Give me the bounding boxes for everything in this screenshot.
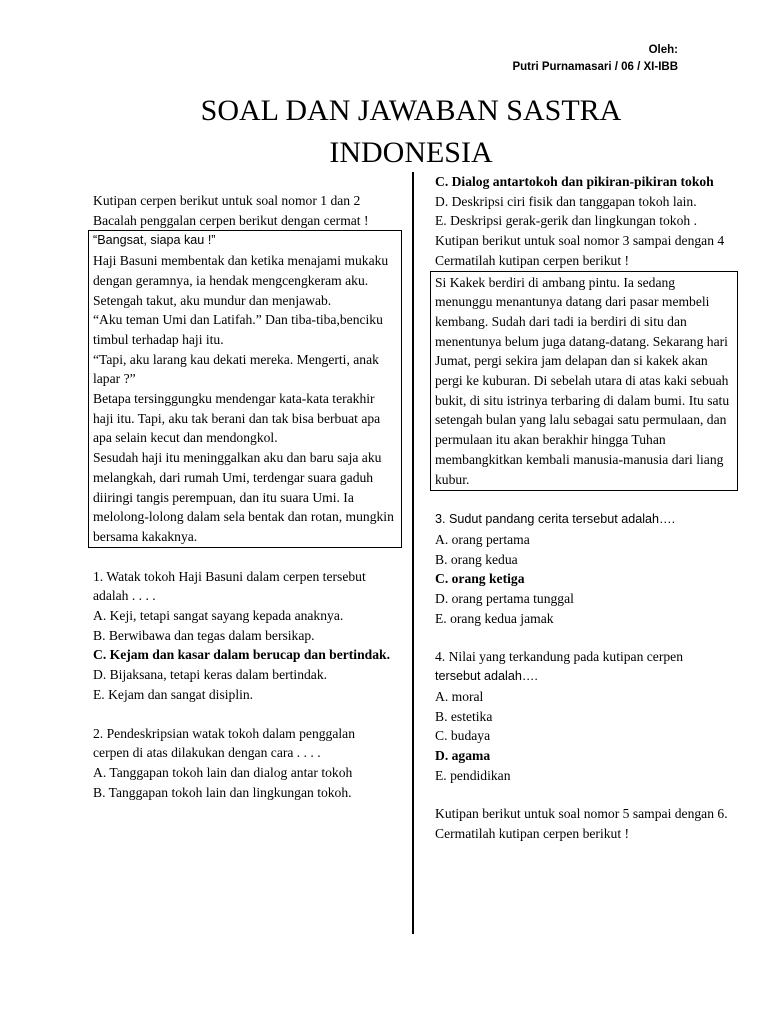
option-b: B. orang kedua bbox=[435, 551, 518, 567]
question-text: 4. Nilai yang terkandung pada kutipan cerpen bbox=[435, 649, 683, 665]
excerpt-paragraph: Haji Basuni membentak dan ketika menajami mukaku dengan geramnya, ia hendak mengcengkeram aku. Setengah takut, aku mundur dan menjawab. bbox=[93, 253, 389, 308]
option-c-answer: C. Kejam dan kasar dalam berucap dan bertindak. bbox=[93, 647, 390, 663]
option-a: A. orang pertama bbox=[435, 531, 530, 547]
excerpt-paragraph: “Tapi, aku larang kau dekati mereka. Mengerti, anak lapar ?” bbox=[93, 351, 379, 387]
option-d-answer: D. agama bbox=[435, 747, 491, 763]
question-3 bbox=[435, 510, 735, 628]
option-d: D. Deskripsi ciri fisik dan tanggapan tokoh lain. bbox=[435, 193, 697, 209]
excerpt-paragraph: Si Kakek berdiri di ambang pintu. Ia sedang menunggu menantunya datang dari pasar membeli kembang. Sudah dari tadi ia berdiri di situ dan menentunya belum juga datang-datang. Sekarang hari Jumat, pergi sekira jam delapan dan si kakek akan pergi ke kuburan. Di sebelah utara di atas kaki sebuah bukit, di situ istrinya terbaring di dalam bumi. Itu satu setengah bulan yang lalu sebagai satu permulaan, dan permulaan itu akan berakhir hingga Tuhan membangkitkan kembali manusia-manusia dari liang kubur. bbox=[435, 274, 730, 487]
option-a: A. moral bbox=[435, 688, 484, 704]
story-excerpt-box bbox=[430, 271, 738, 492]
option-e: E. Kejam dan sangat disiplin. bbox=[93, 686, 254, 702]
title-line-1: SOAL DAN JAWABAN SASTRA bbox=[200, 94, 622, 127]
question-4 bbox=[435, 647, 735, 785]
question-2 bbox=[93, 724, 393, 803]
option-d: D. Bijaksana, tetapi keras dalam bertindak. bbox=[93, 667, 328, 683]
intro-text: Kutipan berikut untuk soal nomor 3 sampai dengan 4 bbox=[435, 233, 725, 249]
option-c-answer: C. orang ketiga bbox=[435, 571, 525, 587]
option-e: E. Deskripsi gerak-gerik dan lingkungan tokoh . bbox=[435, 213, 697, 229]
story-excerpt-box bbox=[88, 230, 402, 547]
question-text: 1. Watak tokoh Haji Basuni dalam cerpen tersebut adalah . . . . bbox=[93, 568, 366, 604]
excerpt-paragraph: “Bangsat, siapa kau !” bbox=[93, 233, 216, 248]
option-b: B. Berwibawa dan tegas dalam bersikap. bbox=[93, 627, 315, 643]
title-line-2: INDONESIA bbox=[329, 136, 493, 169]
left-column bbox=[93, 191, 393, 802]
option-e: E. orang kedua jamak bbox=[435, 610, 554, 626]
author-name: Putri Purnamasari / 06 / XI-IBB bbox=[512, 61, 678, 73]
intro-text: Cermatilah kutipan cerpen berikut ! bbox=[435, 826, 630, 842]
intro-text: Cermatilah kutipan cerpen berikut ! bbox=[435, 252, 630, 268]
question-1 bbox=[93, 567, 393, 705]
page-title bbox=[0, 90, 768, 174]
author-label: Oleh: bbox=[648, 44, 678, 56]
intro-text: Bacalah penggalan cerpen berikut dengan cermat ! bbox=[93, 212, 369, 228]
option-c-answer: C. Dialog antartokoh dan pikiran-pikiran tokoh bbox=[435, 174, 714, 189]
excerpt-paragraph: Betapa tersinggungku mendengar kata-kata terakhir haji itu. Tapi, aku tak berani dan tak bisa berbuat apa apa selain kecut dan mendongkol. bbox=[93, 391, 381, 446]
column-divider bbox=[412, 172, 414, 934]
option-b: B. Tanggapan tokoh lain dan lingkungan tokoh. bbox=[93, 784, 352, 800]
option-e: E. pendidikan bbox=[435, 767, 511, 783]
intro-text: Kutipan cerpen berikut untuk soal nomor 1 dan 2 bbox=[93, 193, 361, 208]
option-a: A. Tanggapan tokoh lain dan dialog antar tokoh bbox=[93, 764, 353, 780]
excerpt-paragraph: Sesudah haji itu meninggalkan aku dan baru saja aku melangkah, dari rumah Umi, terdengar suara gaduh diiringi tangis perempuan, dan itu suara Umi. Ia melolong-lolong dalam sela bentak dan rotan, mungkin bersama kakaknya. bbox=[93, 450, 394, 544]
option-a: A. Keji, tetapi sangat sayang kepada anaknya. bbox=[93, 608, 344, 624]
question-text: tersebut adalah…. bbox=[435, 669, 538, 684]
option-b: B. estetika bbox=[435, 708, 493, 724]
excerpt-paragraph: “Aku teman Umi dan Latifah.” Dan tiba-tiba,benciku timbul terhadap haji itu. bbox=[93, 312, 383, 347]
right-column bbox=[435, 172, 735, 844]
question-text: 3. Sudut pandang cerita tersebut adalah…. bbox=[435, 512, 676, 527]
intro-text: Kutipan berikut untuk soal nomor 5 sampai dengan 6. bbox=[435, 806, 728, 822]
question-text: 2. Pendeskripsian watak tokoh dalam penggalan cerpen di atas dilakukan dengan cara . . . . bbox=[93, 725, 355, 761]
option-d: D. orang pertama tunggal bbox=[435, 591, 574, 607]
option-c: C. budaya bbox=[435, 728, 491, 744]
